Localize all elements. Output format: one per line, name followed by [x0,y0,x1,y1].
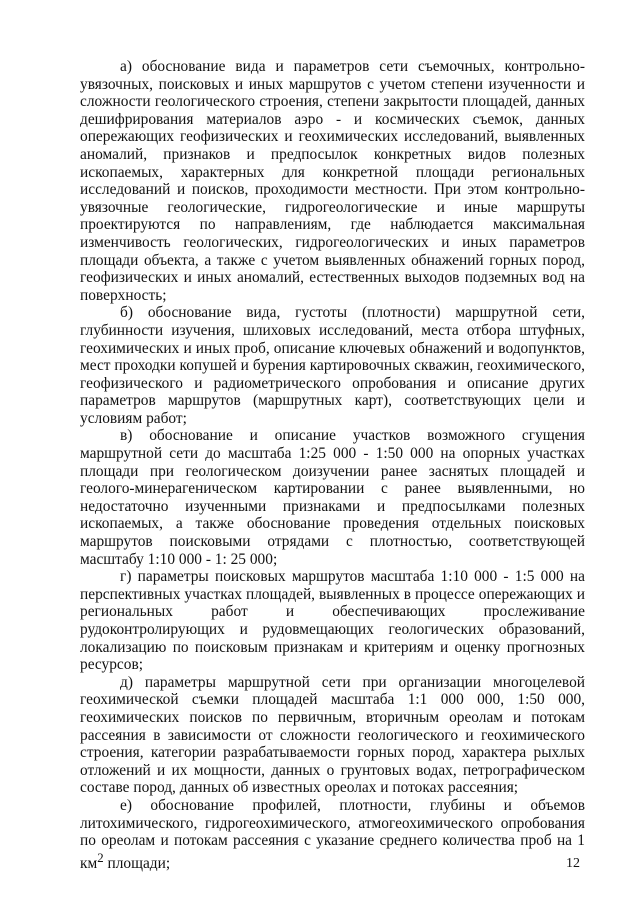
paragraph-v: в) обоснование и описание участков возможного сгущения маршрутной сети до масштаба 1:25 000 - 1:50 000 на опорных участках площади при геологическом доизучении ранее заснятых площадей и геолого-минерагеническом картировании с ранее выявленными, но недостаточно изученными признаками и предпосылками полезных ископаемых, а также обоснование проведения отдельных поисковых маршрутов поисковыми отрядами с плотностью, соответствующей масштабу 1:10 000 - 1: 25 000; [80,427,585,568]
paragraph-a: а) обоснование вида и параметров сети съемочных, контрольно-увязочных, поисковых и иных маршрутов с учетом степени изученности и сложности геологического строения, степени закрытости площадей, данных дешифрирования материалов аэро - и космических съемок, данных опережающих геофизических и геохимических исследований, выявленных аномалий, признаков и предпосылок конкретных видов полезных ископаемых, характерных для конкретной площади региональных исследований и поисков, проходимости местности. При этом контрольно-увязочные геологические, гидрогеологические и иные маршруты проектируются по направлениям, где наблюдается максимальная изменчивость геологических, гидрогеологических и иных параметров площади объекта, а также с учетом выявленных обнажений горных пород, геофизических и иных аномалий, естественных выходов подземных вод на поверхность; [80,58,585,304]
page-number: 12 [566,856,580,871]
body-text [80,58,585,872]
superscript-2: 2 [97,850,104,865]
paragraph-b: б) обоснование вида, густоты (плотности) маршрутной сети, глубинности изучения, шлиховых исследований, места отбора штуфных, геохимических и иных проб, описание ключевых обнажений и водопунктов, мест проходки копушей и бурения картировочных скважин, геохимического, геофизического и радиометрического опробования и описание других параметров маршрутов (маршрутных карт), соответствующих цели и условиям работ; [80,304,585,427]
paragraph-d: д) параметры маршрутной сети при организации многоцелевой геохимической съемки площадей масштаба 1:1 000 000, 1:50 000, геохимических поисков по первичным, вторичным ореолам и потокам рассеяния в зависимости от сложности геологического и геохимического строения, категории разрабатываемости горных пород, характера рыхлых отложений и их мощности, данных о грунтовых водах, петрографическом составе пород, данных об известных ореолах и потоках рассеяния; [80,673,585,797]
paragraph-g: г) параметры поисковых маршрутов масштаба 1:10 000 - 1:5 000 на перспективных участках площадей, выявленных в процессе опережающих и региональных работ и обеспечивающих прослеживание рудоконтролирующих и рудовмещающих геологических образований, локализацию по поисковым признакам и критериям и оценку прогнозных ресурсов; [80,568,585,674]
paragraph-e [80,797,585,873]
paragraph-e-text: е) обоснование профилей, плотности, глубины и объемов литохимического, гидрогеохимического, атмогеохимического опробования по ореолам и потокам рассеяния с указание среднего количества проб на 1 км [80,796,585,872]
paragraph-e-tail: площади; [103,854,171,872]
